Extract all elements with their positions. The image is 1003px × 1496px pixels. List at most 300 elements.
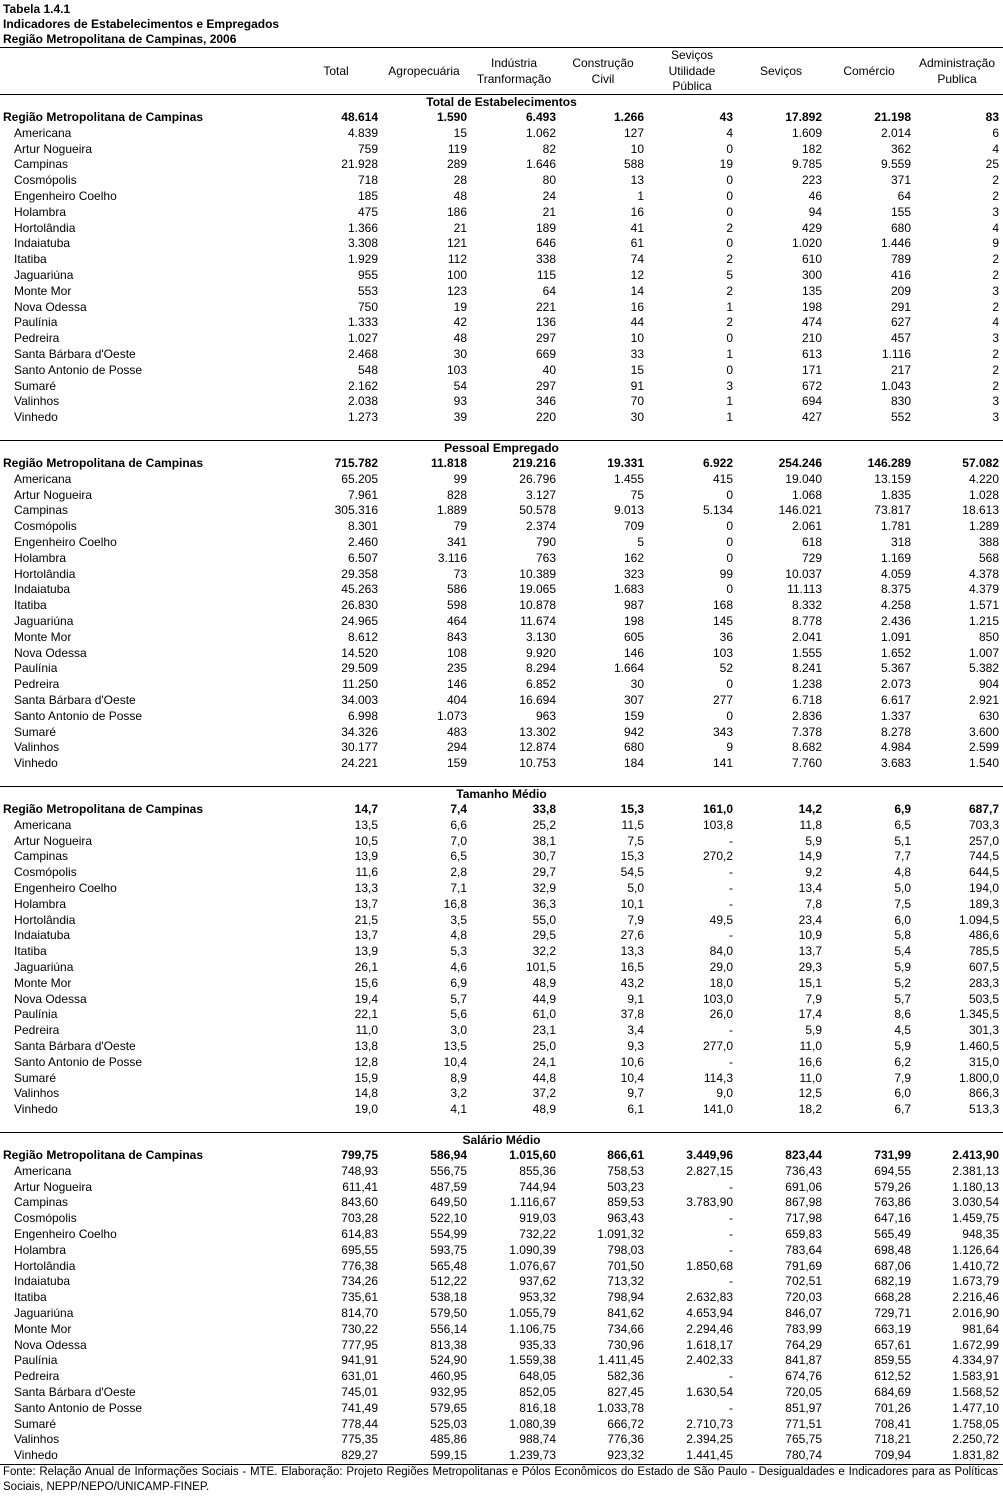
region-name: Engenheiro Coelho <box>14 535 117 549</box>
cell-comercio: 457 <box>890 331 911 346</box>
cell-construcao-civil: 734,66 <box>607 1321 644 1336</box>
region-name: Nova Odessa <box>14 1337 87 1352</box>
table-row <box>0 394 1003 410</box>
cell-industria-transformacao: 82 <box>542 141 556 156</box>
cell-administracao-publica: 1.831,82 <box>952 1448 999 1463</box>
cell-comercio: 694,55 <box>874 1163 911 1178</box>
cell-administracao-publica: 3 <box>992 331 999 346</box>
cell-total: 13,9 <box>354 944 378 959</box>
cell-comercio: 209 <box>890 283 911 298</box>
cell-total: 14,7 <box>354 802 378 816</box>
cell-servicos: 9.785 <box>791 157 822 172</box>
cell-construcao-civil: 1.411,45 <box>598 1353 644 1368</box>
column-header-line: Agropecuária <box>388 63 460 78</box>
cell-administracao-publica: 1.477,10 <box>952 1400 999 1415</box>
cell-comercio: 371 <box>890 173 911 188</box>
cell-servicos: 1.020 <box>791 236 822 251</box>
region-name: Sumaré <box>14 724 57 739</box>
cell-total: 475 <box>357 204 378 219</box>
cell-agropecuaria: 512,22 <box>430 1274 467 1289</box>
cell-servicos-utilidade-publica: 3.783,90 <box>686 1195 733 1210</box>
cell-comercio: 3.683 <box>880 756 911 771</box>
cell-agropecuaria: 123 <box>446 283 467 298</box>
cell-industria-transformacao: 50.578 <box>519 503 556 518</box>
cell-administracao-publica: 4.220 <box>968 471 999 486</box>
cell-total: 4.839 <box>347 125 378 140</box>
table-row <box>0 1338 1003 1354</box>
cell-administracao-publica: 1.673,79 <box>952 1274 999 1289</box>
cell-industria-transformacao: 40 <box>542 362 556 377</box>
cell-agropecuaria: 598 <box>446 598 467 613</box>
cell-servicos: 198 <box>801 299 822 314</box>
cell-administracao-publica: 3 <box>992 410 999 425</box>
table-row <box>0 205 1003 221</box>
cell-agropecuaria: 16,8 <box>443 896 467 911</box>
cell-total: 3.308 <box>347 236 378 251</box>
cell-construcao-civil: 91 <box>630 378 644 393</box>
cell-servicos-utilidade-publica: 103,0 <box>702 991 733 1006</box>
cell-agropecuaria: 121 <box>446 236 467 251</box>
cell-construcao-civil: 15,3 <box>620 849 644 864</box>
cell-servicos: 11,0 <box>799 1070 822 1085</box>
cell-agropecuaria: 3,2 <box>450 1086 467 1101</box>
cell-comercio: 1.337 <box>880 708 911 723</box>
cell-total: 305.316 <box>334 503 378 518</box>
region-name: Região Metropolitana de Campinas <box>3 1148 204 1162</box>
table-row <box>0 1102 1003 1118</box>
cell-industria-transformacao: 80 <box>542 173 556 188</box>
region-name: Hortolândia <box>14 566 76 581</box>
cell-agropecuaria: 289 <box>446 157 467 172</box>
cell-agropecuaria: 556,14 <box>430 1321 467 1336</box>
region-name: Paulínia <box>14 1353 58 1368</box>
cell-administracao-publica: 1.028 <box>968 487 999 502</box>
cell-servicos-utilidade-publica: 26,0 <box>709 1007 733 1022</box>
cell-servicos: 720,03 <box>785 1290 822 1305</box>
table-row <box>0 1353 1003 1369</box>
cell-industria-transformacao: 297 <box>535 331 556 346</box>
cell-comercio: 1.781 <box>880 519 911 534</box>
cell-servicos-utilidade-publica: 19 <box>719 157 733 172</box>
cell-servicos-utilidade-publica: - <box>729 1369 733 1384</box>
cell-agropecuaria: 1.889 <box>436 503 467 518</box>
region-name: Sumaré <box>14 1416 57 1431</box>
region-name: Sumaré <box>14 1070 57 1085</box>
cell-servicos: 613 <box>801 347 822 361</box>
cell-industria-transformacao: 1.106,75 <box>509 1321 556 1336</box>
table-row <box>0 1448 1003 1464</box>
cell-administracao-publica: 1.410,72 <box>952 1258 999 1273</box>
region-name: Jaguariúna <box>14 960 74 974</box>
cell-servicos: 691,06 <box>785 1179 822 1194</box>
cell-comercio: 6,2 <box>894 1054 911 1069</box>
cell-agropecuaria: 5,7 <box>450 991 467 1006</box>
cell-agropecuaria: 341 <box>446 535 467 549</box>
region-name: Indaiatuba <box>14 1274 71 1289</box>
cell-total: 45.263 <box>341 582 378 597</box>
cell-total: 750 <box>357 299 378 314</box>
cell-total: 829,27 <box>341 1448 378 1463</box>
cell-comercio: 680 <box>890 220 911 235</box>
cell-servicos: 2.041 <box>791 629 822 644</box>
region-name: Valinhos <box>14 1432 60 1447</box>
cell-construcao-civil: 730,96 <box>607 1337 644 1352</box>
cell-servicos-utilidade-publica: 36 <box>719 629 733 644</box>
cell-servicos-utilidade-publica: 2.710,73 <box>686 1416 733 1431</box>
column-header-line: Seviços <box>759 63 803 78</box>
cell-total: 776,38 <box>341 1258 378 1273</box>
cell-comercio: 6,5 <box>894 817 911 832</box>
cell-comercio: 663,19 <box>874 1321 911 1336</box>
cell-servicos: 5,9 <box>805 1023 822 1038</box>
table-row <box>0 1259 1003 1275</box>
cell-administracao-publica: 2 <box>992 189 999 203</box>
cell-administracao-publica: 850 <box>978 629 999 644</box>
cell-comercio: 318 <box>890 535 911 549</box>
cell-construcao-civil: 798,03 <box>607 1242 644 1257</box>
table-row <box>0 268 1003 284</box>
cell-agropecuaria: 565,48 <box>430 1258 467 1273</box>
table-subtitle: Região Metropolitana de Campinas, 2006 <box>3 32 237 46</box>
cell-servicos-utilidade-publica: 0 <box>726 535 733 549</box>
table-row <box>0 1211 1003 1227</box>
table-row <box>0 646 1003 662</box>
cell-administracao-publica: 1.007 <box>968 645 999 660</box>
cell-agropecuaria: 99 <box>453 471 467 486</box>
cell-industria-transformacao: 763 <box>535 550 556 565</box>
region-name: Itatiba <box>14 598 47 613</box>
cell-servicos: 429 <box>801 220 822 235</box>
region-name: Monte Mor <box>14 1321 72 1336</box>
cell-servicos-utilidade-publica: - <box>729 1227 733 1241</box>
cell-total: 14.520 <box>341 645 378 660</box>
cell-administracao-publica: 301,3 <box>968 1023 999 1038</box>
cell-total: 13,3 <box>354 881 378 895</box>
cell-servicos-utilidade-publica: 2.294,46 <box>686 1321 733 1336</box>
cell-industria-transformacao: 189 <box>535 220 556 235</box>
cell-construcao-civil: 10 <box>630 331 644 346</box>
cell-servicos: 764,29 <box>785 1337 822 1352</box>
cell-comercio: 9.559 <box>880 157 911 172</box>
column-header-agropecuaria <box>374 64 474 80</box>
cell-construcao-civil: 16 <box>630 204 644 219</box>
cell-servicos-utilidade-publica: 0 <box>726 677 733 692</box>
cell-industria-transformacao: 13.302 <box>519 724 556 739</box>
cell-industria-transformacao: 3.130 <box>525 629 556 644</box>
cell-industria-transformacao: 9.920 <box>525 645 556 660</box>
cell-servicos-utilidade-publica: 3 <box>726 378 733 393</box>
cell-construcao-civil: 19.331 <box>607 456 644 470</box>
cell-servicos-utilidade-publica: 2.827,15 <box>686 1163 733 1178</box>
cell-administracao-publica: 904 <box>978 677 999 692</box>
cell-servicos: 736,43 <box>785 1163 822 1178</box>
cell-construcao-civil: 198 <box>623 614 644 628</box>
cell-comercio: 64 <box>897 189 911 203</box>
region-name: Campinas <box>14 1195 69 1210</box>
cell-total: 65.205 <box>341 471 378 486</box>
cell-servicos-utilidade-publica: 145 <box>712 614 733 628</box>
cell-servicos: 135 <box>801 283 822 298</box>
cell-servicos: 8.778 <box>791 614 822 628</box>
cell-servicos-utilidade-publica: - <box>729 1054 733 1069</box>
cell-construcao-civil: 1.455 <box>613 471 644 486</box>
section-title-salario-medio: Salário Médio <box>462 1133 541 1147</box>
cell-administracao-publica: 2 <box>992 173 999 188</box>
cell-comercio: 6,0 <box>894 912 911 927</box>
cell-construcao-civil: 9,3 <box>627 1039 644 1053</box>
cell-agropecuaria: 5,3 <box>450 944 467 959</box>
cell-construcao-civil: 5,0 <box>627 881 644 895</box>
cell-servicos-utilidade-publica: 2 <box>726 220 733 235</box>
cell-industria-transformacao: 346 <box>535 394 556 409</box>
cell-industria-transformacao: 338 <box>535 252 556 267</box>
cell-industria-transformacao: 935,33 <box>519 1337 556 1352</box>
cell-industria-transformacao: 12.874 <box>519 740 556 755</box>
cell-administracao-publica: 2.599 <box>968 740 999 755</box>
cell-administracao-publica: 25 <box>985 157 999 172</box>
table-row <box>0 157 1003 173</box>
cell-comercio: 1.043 <box>880 378 911 393</box>
region-name: Pedreira <box>14 677 60 692</box>
cell-total: 30.177 <box>341 740 378 755</box>
table-row <box>0 1369 1003 1385</box>
cell-administracao-publica: 703,3 <box>968 817 999 832</box>
cell-servicos-utilidade-publica: 43 <box>719 110 733 124</box>
cell-servicos: 17,4 <box>798 1007 822 1022</box>
region-name: Cosmópolis <box>14 519 77 534</box>
cell-agropecuaria: 4,6 <box>450 960 467 974</box>
cell-agropecuaria: 487,59 <box>430 1179 467 1194</box>
cell-agropecuaria: 525,03 <box>430 1416 467 1431</box>
cell-servicos: 23,4 <box>798 912 822 927</box>
cell-administracao-publica: 6 <box>992 125 999 140</box>
cell-construcao-civil: 798,94 <box>607 1290 644 1305</box>
region-name: Valinhos <box>14 740 60 755</box>
cell-servicos-utilidade-publica: - <box>729 833 733 848</box>
cell-administracao-publica: 503,5 <box>968 991 999 1006</box>
table-row <box>0 1007 1003 1023</box>
cell-administracao-publica: 1.540 <box>968 756 999 771</box>
table-row <box>0 535 1003 551</box>
cell-administracao-publica: 5.382 <box>968 661 999 676</box>
cell-construcao-civil: 127 <box>623 125 644 140</box>
cell-servicos: 5,9 <box>805 833 822 848</box>
cell-industria-transformacao: 37,2 <box>532 1086 556 1101</box>
table-row <box>0 1071 1003 1087</box>
cell-administracao-publica: 4 <box>992 315 999 330</box>
cell-servicos: 7,9 <box>805 991 822 1006</box>
cell-total: 10,5 <box>354 833 378 848</box>
region-name: Pedreira <box>14 1369 60 1384</box>
region-name: Região Metropolitana de Campinas <box>3 456 204 470</box>
cell-industria-transformacao: 19.065 <box>519 582 556 597</box>
cell-total: 15,9 <box>354 1070 378 1085</box>
cell-construcao-civil: 5 <box>637 535 644 549</box>
table-row <box>0 284 1003 300</box>
cell-administracao-publica: 644,5 <box>968 865 999 880</box>
cell-agropecuaria: 235 <box>446 661 467 676</box>
cell-total: 814,70 <box>341 1306 378 1320</box>
cell-administracao-publica: 513,3 <box>968 1102 999 1117</box>
cell-agropecuaria: 1.073 <box>436 708 467 723</box>
region-name: Indaiatuba <box>14 928 71 943</box>
table-row <box>0 693 1003 709</box>
cell-comercio: 4.258 <box>880 598 911 613</box>
column-header-total <box>286 64 386 80</box>
cell-servicos-utilidade-publica: 9,0 <box>716 1086 733 1101</box>
cell-servicos-utilidade-publica: 277 <box>712 693 733 707</box>
column-header-line: Publica <box>937 71 977 86</box>
cell-construcao-civil: 44 <box>630 315 644 330</box>
cell-administracao-publica: 189,3 <box>968 896 999 911</box>
cell-comercio: 5,7 <box>894 991 911 1006</box>
cell-agropecuaria: 932,95 <box>430 1385 467 1399</box>
cell-servicos-utilidade-publica: 1.850,68 <box>686 1258 733 1273</box>
cell-construcao-civil: 6,1 <box>627 1102 644 1117</box>
cell-industria-transformacao: 852,05 <box>519 1385 556 1399</box>
cell-construcao-civil: 1.683 <box>613 582 644 597</box>
region-name: Campinas <box>14 503 69 518</box>
cell-total: 13,7 <box>354 896 378 911</box>
cell-administracao-publica: 3 <box>992 394 999 409</box>
cell-comercio: 21.198 <box>874 110 911 124</box>
region-name: Itatiba <box>14 252 47 267</box>
cell-servicos: 672 <box>801 378 822 393</box>
cell-servicos-utilidade-publica: 18,0 <box>709 975 733 990</box>
cell-comercio: 647,16 <box>874 1211 911 1226</box>
cell-comercio: 2.014 <box>880 125 911 140</box>
region-name: Monte Mor <box>14 975 72 990</box>
cell-total: 718 <box>357 173 378 188</box>
cell-administracao-publica: 1.126,64 <box>952 1242 999 1257</box>
cell-total: 611,41 <box>342 1179 378 1194</box>
region-name: Santa Bárbara d'Oeste <box>14 347 136 361</box>
cell-agropecuaria: 6,5 <box>450 849 467 864</box>
cell-construcao-civil: 54,5 <box>620 865 644 880</box>
region-name: Artur Nogueira <box>14 487 93 502</box>
cell-comercio: 8.375 <box>880 582 911 597</box>
cell-total: 11.250 <box>342 677 378 692</box>
header-top-rule <box>0 47 1003 48</box>
cell-construcao-civil: 43,2 <box>620 975 644 990</box>
region-name: Campinas <box>14 849 69 864</box>
table-row <box>0 331 1003 347</box>
table-row <box>0 551 1003 567</box>
cell-industria-transformacao: 33,8 <box>532 802 556 816</box>
cell-comercio: 7,5 <box>894 896 911 911</box>
cell-servicos: 14,2 <box>798 802 822 816</box>
cell-servicos: 9,2 <box>805 865 822 880</box>
cell-industria-transformacao: 1.646 <box>525 157 556 172</box>
cell-total: 26.830 <box>341 598 378 613</box>
cell-construcao-civil: 588 <box>623 157 644 172</box>
cell-agropecuaria: 7,0 <box>450 833 467 848</box>
cell-comercio: 708,41 <box>874 1416 911 1431</box>
cell-agropecuaria: 4,8 <box>450 928 467 943</box>
region-name: Vinhedo <box>14 756 58 771</box>
table-row <box>0 661 1003 677</box>
cell-servicos-utilidade-publica: 3.449,96 <box>686 1148 733 1162</box>
cell-total: 11,0 <box>355 1023 378 1038</box>
cell-servicos: 1.555 <box>791 645 822 660</box>
cell-industria-transformacao: 2.374 <box>525 519 556 534</box>
cell-industria-transformacao: 1.062 <box>525 125 556 140</box>
cell-construcao-civil: 10,4 <box>620 1070 644 1085</box>
cell-servicos: 11,8 <box>799 817 822 832</box>
cell-industria-transformacao: 963 <box>535 708 556 723</box>
cell-agropecuaria: 404 <box>446 693 467 707</box>
cell-servicos-utilidade-publica: 99 <box>719 566 733 581</box>
cell-total: 631,01 <box>341 1369 378 1384</box>
table-row <box>0 488 1003 504</box>
cell-servicos: 720,05 <box>785 1385 822 1399</box>
cell-total: 1.273 <box>347 410 378 425</box>
region-name: Americana <box>14 471 72 486</box>
cell-servicos: 780,74 <box>785 1448 822 1463</box>
cell-administracao-publica: 1.758,05 <box>952 1416 999 1431</box>
region-name: Nova Odessa <box>14 299 87 314</box>
cell-administracao-publica: 1.568,52 <box>952 1385 999 1399</box>
cell-industria-transformacao: 48,9 <box>532 975 556 990</box>
cell-comercio: 1.446 <box>880 236 911 251</box>
cell-agropecuaria: 813,38 <box>430 1337 467 1352</box>
table-row <box>0 110 1003 126</box>
cell-servicos-utilidade-publica: - <box>729 1211 733 1226</box>
cell-servicos-utilidade-publica: 29,0 <box>709 960 733 974</box>
cell-total: 777,95 <box>341 1337 378 1352</box>
cell-agropecuaria: 30 <box>453 347 467 361</box>
cell-industria-transformacao: 648,05 <box>519 1369 556 1384</box>
cell-administracao-publica: 981,64 <box>962 1321 999 1336</box>
region-name: Holambra <box>14 550 67 565</box>
cell-total: 741,49 <box>341 1400 378 1415</box>
cell-servicos-utilidade-publica: 84,0 <box>709 944 733 959</box>
cell-comercio: 217 <box>890 362 911 377</box>
cell-agropecuaria: 186 <box>446 204 467 219</box>
cell-administracao-publica: 2 <box>992 268 999 282</box>
section-title-tamanho-medio: Tamanho Médio <box>456 787 547 801</box>
cell-construcao-civil: 3,4 <box>627 1023 644 1038</box>
cell-industria-transformacao: 937,62 <box>519 1274 556 1289</box>
cell-servicos: 254.246 <box>778 456 822 470</box>
cell-industria-transformacao: 1.090,39 <box>509 1242 556 1257</box>
cell-servicos: 783,99 <box>785 1321 822 1336</box>
cell-servicos: 618 <box>801 535 822 549</box>
region-name: Pedreira <box>14 331 60 346</box>
region-name: Engenheiro Coelho <box>14 881 117 895</box>
cell-administracao-publica: 687,7 <box>968 802 999 816</box>
cell-construcao-civil: 70 <box>630 394 644 409</box>
table-row <box>0 1322 1003 1338</box>
cell-comercio: 789 <box>890 252 911 267</box>
table-row <box>0 614 1003 630</box>
cell-agropecuaria: 146 <box>446 677 467 692</box>
cell-total: 799,75 <box>341 1148 378 1162</box>
cell-construcao-civil: 1.091,32 <box>597 1227 644 1241</box>
cell-servicos-utilidade-publica: 0 <box>726 331 733 346</box>
cell-administracao-publica: 4.378 <box>968 566 999 581</box>
table-row <box>0 1417 1003 1433</box>
cell-comercio: 682,19 <box>874 1274 911 1289</box>
cell-construcao-civil: 15,3 <box>620 802 644 816</box>
cell-comercio: 729,71 <box>874 1306 911 1320</box>
cell-comercio: 701,26 <box>874 1400 911 1415</box>
table-row <box>0 976 1003 992</box>
table-row <box>0 802 1003 818</box>
cell-servicos: 771,51 <box>785 1416 822 1431</box>
table-row <box>0 725 1003 741</box>
region-name: Americana <box>14 1163 72 1178</box>
